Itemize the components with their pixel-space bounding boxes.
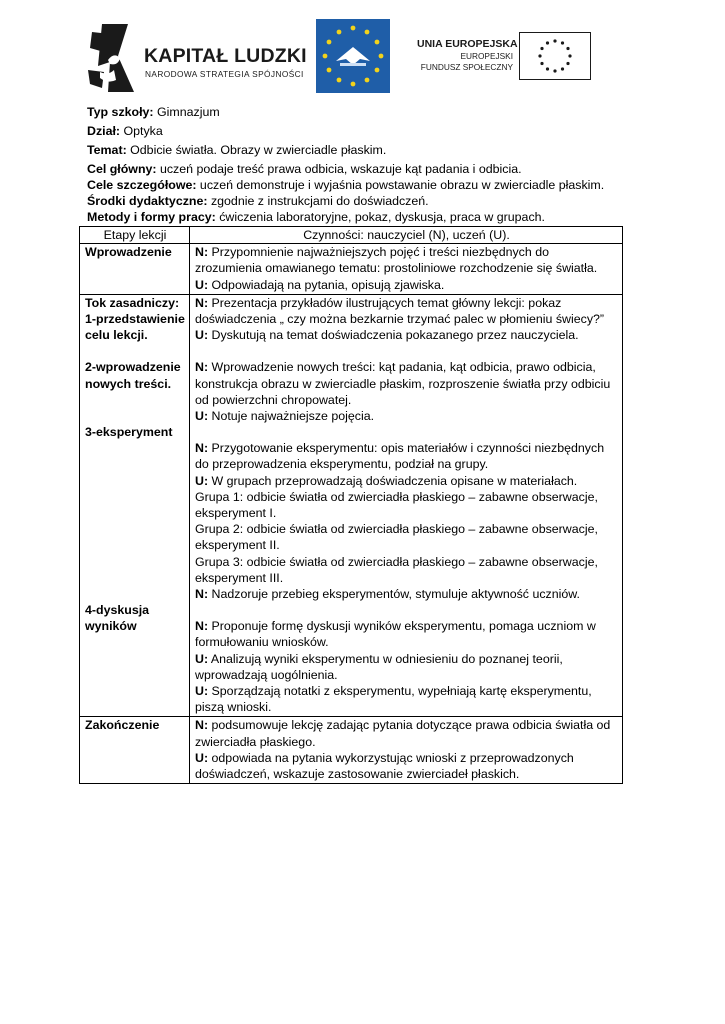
methods-line: Metody i formy pracy: ćwiczenia laboratoryjne, pokaz, dyskusja, praca w grupach. — [87, 210, 545, 224]
activities-end: N: podsumowuje lekcję zadając pytania dotyczące prawa odbicia światła od zwierciadła płaskiego. U: odpowiada na pytania wykorzystując wnioski z przeprowadzonych doświadczeń, wskazuje zastosowanie zwierciadeł płaskich. — [190, 717, 623, 784]
kapital-ludzki-logo — [88, 22, 308, 94]
eu-fund-line2: FUNDUSZ SPOŁECZNY — [420, 62, 513, 72]
stage-intro: Wprowadzenie — [80, 244, 190, 295]
kapital-ludzki-subtitle: NARODOWA STRATEGIA SPÓJNOŚCI — [145, 69, 304, 79]
detailed-goals-line: Cele szczegółowe: uczeń demonstruje i wyjaśnia powstawanie obrazu w zwierciadle płaskim. — [87, 178, 605, 192]
didactic-means-line: Środki dydaktyczne: zgodnie z instrukcjami do doświadczeń. — [87, 194, 429, 208]
stage-main: Tok zasadniczy: 1-przedstawienie celu lekcji. 2-wprowadzenie nowych treści. 3-eksperyment 4-dyskusja wyników — [80, 294, 190, 717]
activities-main: N: Prezentacja przykładów ilustrujących temat główny lekcji: pokaz doświadczenia „ czy można bezkarnie trzymać palec w płomieniu świecy?” U: Dyskutują na temat doświadczenia pokazanego przez nauczyciela. N: Wprowadzenie nowych treści: kąt padania, kąt odbicia, prawo odbicia, konstrukcja obrazu w zwierciadle płaskim, rozproszenie światła przy odbiciu od powierzchni chropowatej. U: Notuje najważniejsze pojęcia. N: Przygotowanie eksperymentu: opis materiałów i czynności niezbędnych do przeprowadzenia eksperymentu, podział na grupy. U: W grupach przeprowadzają doświadczenia opisane w materiałach. Grupa 1: odbicie światła od zwierciadła płaskiego – zabawne obserwacje, eksperyment I. Grupa 2: odbicie światła od zwierciadła płaskiego – zabawne obserwacje, eksperyment II. Grupa 3: odbicie światła od zwierciadła płaskiego – zabawne obserwacje, eksperyment III. N: Nadzoruje przebieg eksperymentów, stymuluje aktywność uczniów. N: Proponuje formę dyskusji wyników eksperymentu, pomaga uczniom w formułowaniu wniosków. U: Analizują wyniki eksperymentu w odniesieniu do poznanej teorii, wprowadzają uogólnienia. U: Sporządzają notatki z eksperymentu, wypełniają kartę eksperymentu, piszą wnioski. — [190, 294, 623, 717]
eu-title: UNIA EUROPEJSKA — [417, 38, 518, 50]
table-row-end — [80, 717, 623, 784]
eu-stars-emblem-icon — [316, 19, 390, 93]
topic-line: Temat: Odbicie światła. Obrazy w zwierciadle płaskim. — [87, 143, 387, 157]
table-row-main — [80, 294, 623, 717]
kapital-ludzki-title: KAPITAŁ LUDZKI — [144, 45, 307, 67]
eu-text-block — [417, 38, 518, 73]
section-line: Dział: Optyka — [87, 124, 163, 138]
table-row-intro — [80, 244, 623, 295]
eu-programme-logo — [316, 19, 390, 93]
main-goal-line: Cel główny: uczeń podaje treść prawa odbicia, wskazuje kąt padania i odbicia. — [87, 162, 522, 176]
school-type-line: Typ szkoły: Gimnazjum — [87, 105, 220, 119]
activities-intro: N: Przypomnienie najważniejszych pojęć i treści niezbędnych do zrozumienia omawianego tematu: prostoliniowe rozchodzenie się światła. U: Odpowiadają na pytania, opisują zjawiska. — [190, 244, 623, 295]
kapital-ludzki-emblem-icon — [88, 22, 138, 94]
lesson-plan-table — [79, 226, 623, 784]
eu-fund-line1: EUROPEJSKI — [460, 51, 513, 61]
header-stages: Etapy lekcji — [80, 227, 190, 244]
header-activities: Czynności: nauczyciel (N), uczeń (U). — [190, 227, 623, 244]
eu-flag-icon — [519, 32, 591, 80]
stage-end: Zakończenie — [80, 717, 190, 784]
table-header-row — [80, 227, 623, 244]
